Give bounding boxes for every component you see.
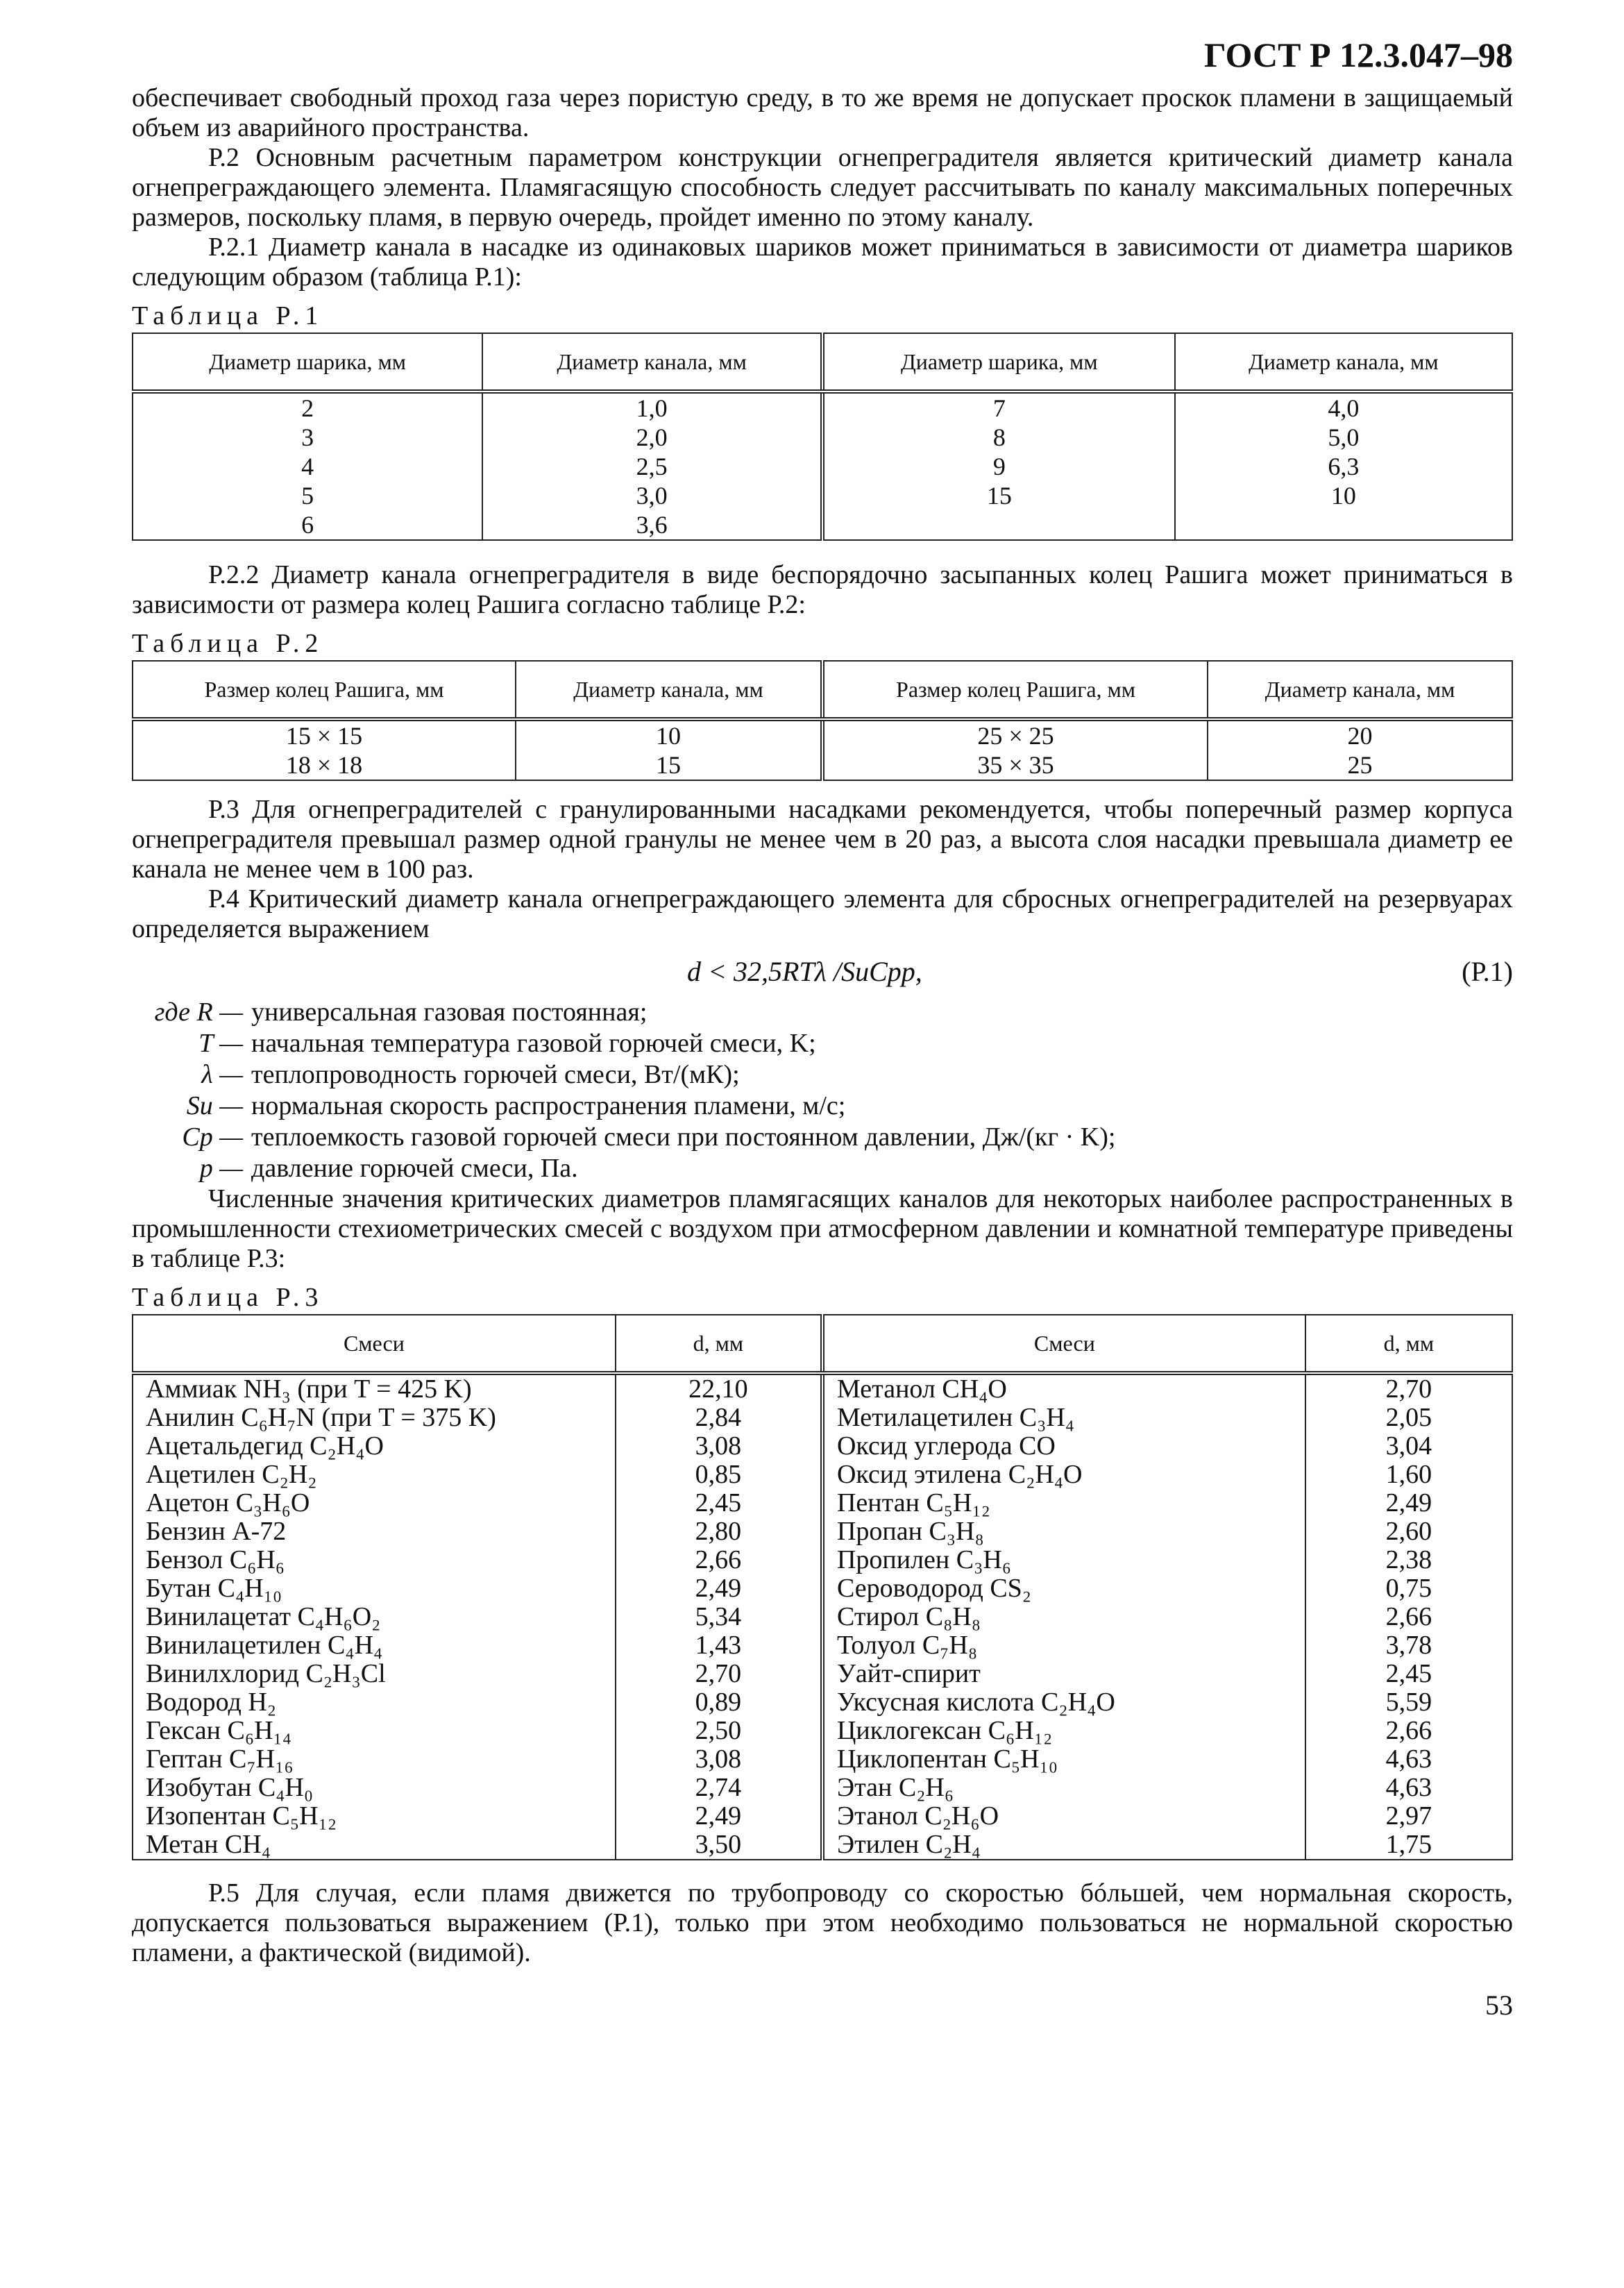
table-cell: Пентан C₅H₁₂ (822, 1489, 1305, 1517)
table-cell: 3,0 (482, 481, 822, 510)
table-cell: 2,60 (1305, 1517, 1512, 1546)
table-cell: 9 (822, 452, 1175, 481)
table-cell: 6,3 (1175, 452, 1512, 481)
table-cell: 2,49 (616, 1574, 822, 1603)
table-row (133, 750, 1512, 780)
table-cell: Уксусная кислота C₂H₄O (822, 1688, 1305, 1717)
table-cell: 2,50 (616, 1717, 822, 1745)
table-row (133, 510, 1512, 540)
table-cell: 2,97 (1305, 1802, 1512, 1831)
table-cell: 0,85 (616, 1461, 822, 1489)
legend-text: давление горючей смеси, Па. (251, 1154, 578, 1183)
table-cell: 2,66 (616, 1546, 822, 1574)
table-cell: Бензин А-72 (133, 1517, 616, 1546)
table-cell: Винилацетат C₄H₆O₂ (133, 1603, 616, 1631)
table-cell: 2,49 (616, 1802, 822, 1831)
table-cell: 0,89 (616, 1688, 822, 1717)
table-cell (822, 510, 1175, 540)
table1-header: Диаметр шарика, мм (822, 333, 1175, 392)
table-cell: 2,5 (482, 452, 822, 481)
table-cell: 1,43 (616, 1631, 822, 1660)
legend-line (132, 1091, 1513, 1122)
table-cell: 1,0 (482, 392, 822, 423)
table-cell: 7 (822, 392, 1175, 423)
table-row (133, 719, 1512, 750)
table-cell: 2,45 (616, 1489, 822, 1517)
paragraph-p4: Р.4 Критический диаметр канала огнепреграждающего элемента для сбросных огнепреградителей на резервуарах определяется выражением (132, 884, 1513, 943)
table-row (133, 392, 1512, 423)
table-cell: 1,75 (1305, 1831, 1512, 1860)
table-cell: 2,0 (482, 423, 822, 452)
legend-line (132, 1153, 1513, 1184)
table-row (133, 452, 1512, 481)
table-row (133, 481, 1512, 510)
table-cell: 2,80 (616, 1517, 822, 1546)
legend-text: начальная температура газовой горючей смеси, K; (251, 1029, 816, 1058)
table-row (133, 1631, 1512, 1660)
legend-symbol: где R — (154, 998, 243, 1027)
legend-text: универсальная газовая постоянная; (251, 998, 648, 1027)
formula-p1 (132, 950, 1513, 991)
table-row (133, 1489, 1512, 1517)
table3-header: Смеси (133, 1315, 616, 1373)
legend-symbol: Cp — (182, 1122, 243, 1152)
table3-caption: Таблица Р.3 (132, 1283, 324, 1312)
table-cell: Уайт-спирит (822, 1660, 1305, 1688)
legend-line (132, 1028, 1513, 1059)
paragraph-continuation: обеспечивает свободный проход газа через пористую среду, в то же время не допускает проскок пламени в защищаемый объем из аварийного пространства. (132, 83, 1513, 142)
legend-symbol: Su — (186, 1091, 243, 1120)
table-cell: Аммиак NH₃ (при T = 425 K) (133, 1373, 616, 1404)
table3 (132, 1314, 1513, 1860)
table-cell: 4,63 (1305, 1745, 1512, 1774)
table-cell: 25 × 25 (822, 719, 1208, 750)
table1-header: Диаметр канала, мм (1175, 333, 1512, 392)
table-cell: 2,38 (1305, 1546, 1512, 1574)
table-row (133, 1603, 1512, 1631)
legend-symbol: λ — (201, 1060, 243, 1089)
table-cell: Ацетальдегид C₂H₄O (133, 1432, 616, 1461)
paragraph-p4-values: Численные значения критических диаметров пламягасящих каналов для некоторых наиболее распространенных в промышленности стехиометрических смесей с воздухом при атмосферном давлении и комнатной температуре приведены в таблице Р.3: (132, 1184, 1513, 1273)
table-cell: Водород H₂ (133, 1688, 616, 1717)
table-cell: Оксид углерода CO (822, 1432, 1305, 1461)
table2 (132, 660, 1513, 781)
table-row (133, 1574, 1512, 1603)
table-cell: Гексан C₆H₁₄ (133, 1717, 616, 1745)
legend-line (132, 1122, 1513, 1153)
legend-line (132, 1059, 1513, 1091)
table-cell: Пропан C₃H₈ (822, 1517, 1305, 1546)
table-row (133, 1373, 1512, 1404)
table-cell: Изопентан C₅H₁₂ (133, 1802, 616, 1831)
table-cell: 3,78 (1305, 1631, 1512, 1660)
table-cell: 10 (1175, 481, 1512, 510)
table-cell: Гептан C₇H₁₆ (133, 1745, 616, 1774)
table-cell: 15 × 15 (133, 719, 516, 750)
table-cell: 3,50 (616, 1831, 822, 1860)
table1-header: Диаметр канала, мм (482, 333, 822, 392)
table-cell: Винилхлорид C₂H₃Cl (133, 1660, 616, 1688)
paragraph-p5: Р.5 Для случая, если пламя движется по трубопроводу со скоростью бóльшей, чем нормальная скорость, допускается пользоваться выражением (Р.1), только при этом необходимо пользоваться не нормальной скоростью пламени, а фактической (видимой). (132, 1878, 1513, 1967)
table-row (133, 1774, 1512, 1802)
table-cell: 3 (133, 423, 482, 452)
table-cell (1175, 510, 1512, 540)
paragraph-p2-2: Р.2.2 Диаметр канала огнепреградителя в виде беспорядочно засыпанных колец Рашига может приниматься в зависимости от размера колец Рашига согласно таблице Р.2: (132, 560, 1513, 619)
table1-caption: Таблица Р.1 (132, 301, 324, 330)
document-header: ГОСТ Р 12.3.047–98 (1203, 35, 1513, 74)
legend-text: нормальная скорость распространения пламени, м/с; (251, 1091, 846, 1120)
table-cell: 2 (133, 392, 482, 423)
table-row (133, 1745, 1512, 1774)
document-page (132, 28, 1513, 2021)
table-row (133, 1404, 1512, 1432)
table-cell: Бензол C₆H₆ (133, 1546, 616, 1574)
table-cell: 20 (1208, 719, 1512, 750)
table-cell: 4 (133, 452, 482, 481)
table2-header: Размер колец Рашига, мм (133, 661, 516, 719)
table-row (133, 1461, 1512, 1489)
table-cell: Метан CH₄ (133, 1831, 616, 1860)
table-cell: 0,75 (1305, 1574, 1512, 1603)
table-cell: Сероводород CS₂ (822, 1574, 1305, 1603)
paragraph-p2: Р.2 Основным расчетным параметром конструкции огнепреградителя является критический диаметр канала огнепреграждающего элемента. Пламягасящую способность следует рассчитывать по каналу максимальных поперечных размеров, поскольку пламя, в первую очередь, пройдет именно по этому каналу. (132, 143, 1513, 232)
table-cell: 35 × 35 (822, 750, 1208, 780)
paragraph-p2-1: Р.2.1 Диаметр канала в насадке из одинаковых шариков может приниматься в зависимости от диаметра шариков следующим образом (таблица Р.1): (132, 233, 1513, 292)
table-cell: 2,66 (1305, 1717, 1512, 1745)
table-cell: 2,70 (1305, 1373, 1512, 1404)
table-cell: 2,45 (1305, 1660, 1512, 1688)
table-cell: 6 (133, 510, 482, 540)
table-cell: Этанол C₂H₆O (822, 1802, 1305, 1831)
table-cell: 2,74 (616, 1774, 822, 1802)
formula-expression: d < 32,5RTλ /SuCpp, (687, 956, 922, 987)
table-row (133, 1688, 1512, 1717)
table-cell: 2,49 (1305, 1489, 1512, 1517)
table-cell: 2,66 (1305, 1603, 1512, 1631)
table-cell: 18 × 18 (133, 750, 516, 780)
table-cell: Изобутан C₄H₀ (133, 1774, 616, 1802)
legend-text: теплопроводность горючей смеси, Вт/(мК); (251, 1060, 740, 1089)
table-cell: 3,08 (616, 1745, 822, 1774)
legend-text: теплоемкость газовой горючей смеси при постоянном давлении, Дж/(кг · K); (251, 1122, 1116, 1152)
table-cell: Метилацетилен C₃H₄ (822, 1404, 1305, 1432)
formula-number: (Р.1) (1462, 956, 1513, 987)
table-cell: 2,05 (1305, 1404, 1512, 1432)
table-cell: Этилен C₂H₄ (822, 1831, 1305, 1860)
table-cell: Бутан C₄H₁₀ (133, 1574, 616, 1603)
table3-header: Смеси (822, 1315, 1305, 1373)
table-cell: 2,70 (616, 1660, 822, 1688)
table-row (133, 1831, 1512, 1860)
table2-caption: Таблица Р.2 (132, 629, 324, 658)
legend-symbol: T — (198, 1029, 243, 1058)
table-cell: Метанол CH₄O (822, 1373, 1305, 1404)
table3-header: d, мм (616, 1315, 822, 1373)
table-cell: Циклопентан C₅H₁₀ (822, 1745, 1305, 1774)
table-cell: Оксид этилена C₂H₄O (822, 1461, 1305, 1489)
table2-header: Размер колец Рашига, мм (822, 661, 1208, 719)
table-cell: 8 (822, 423, 1175, 452)
table3-header: d, мм (1305, 1315, 1512, 1373)
table-cell: Толуол C₇H₈ (822, 1631, 1305, 1660)
table-cell: Ацетилен C₂H₂ (133, 1461, 616, 1489)
table2-header: Диаметр канала, мм (516, 661, 822, 719)
table-cell: Винилацетилен C₄H₄ (133, 1631, 616, 1660)
table-cell: 5,0 (1175, 423, 1512, 452)
table-cell: 5,34 (616, 1603, 822, 1631)
table-cell: 5 (133, 481, 482, 510)
legend-symbol: p — (199, 1154, 243, 1183)
table2-header: Диаметр канала, мм (1208, 661, 1512, 719)
table-row (133, 1517, 1512, 1546)
table-cell: Ацетон C₃H₆O (133, 1489, 616, 1517)
table-row (133, 423, 1512, 452)
table-cell: 3,08 (616, 1432, 822, 1461)
table1-header: Диаметр шарика, мм (133, 333, 482, 392)
formula-legend (132, 997, 1513, 1184)
page-number: 53 (1485, 1990, 1513, 2021)
table-cell: 15 (516, 750, 822, 780)
table-cell: 2,84 (616, 1404, 822, 1432)
table-cell: Этан C₂H₆ (822, 1774, 1305, 1802)
table-cell: 3,04 (1305, 1432, 1512, 1461)
table-cell: 5,59 (1305, 1688, 1512, 1717)
table-cell: Циклогексан C₆H₁₂ (822, 1717, 1305, 1745)
table-cell: 3,6 (482, 510, 822, 540)
table-cell: Анилин C₆H₇N (при T = 375 K) (133, 1404, 616, 1432)
table-row (133, 1717, 1512, 1745)
table-cell: 10 (516, 719, 822, 750)
paragraph-p3: Р.3 Для огнепреградителей с гранулированными насадками рекомендуется, чтобы поперечный размер корпуса огнепреградителя превышал размер одной гранулы не менее чем в 20 раз, а высота слоя насадки превышала диаметр ее канала не менее чем в 100 раз. (132, 795, 1513, 884)
table-row (133, 1546, 1512, 1574)
table-row (133, 1802, 1512, 1831)
table-row (133, 1432, 1512, 1461)
table-cell: 1,60 (1305, 1461, 1512, 1489)
table-cell: 4,63 (1305, 1774, 1512, 1802)
table-row (133, 1660, 1512, 1688)
table-cell: Пропилен C₃H₆ (822, 1546, 1305, 1574)
table-cell: 22,10 (616, 1373, 822, 1404)
legend-line (132, 997, 1513, 1028)
table-cell: 25 (1208, 750, 1512, 780)
table-cell: 15 (822, 481, 1175, 510)
table-cell: 4,0 (1175, 392, 1512, 423)
table1 (132, 333, 1513, 541)
table-cell: Стирол C₈H₈ (822, 1603, 1305, 1631)
